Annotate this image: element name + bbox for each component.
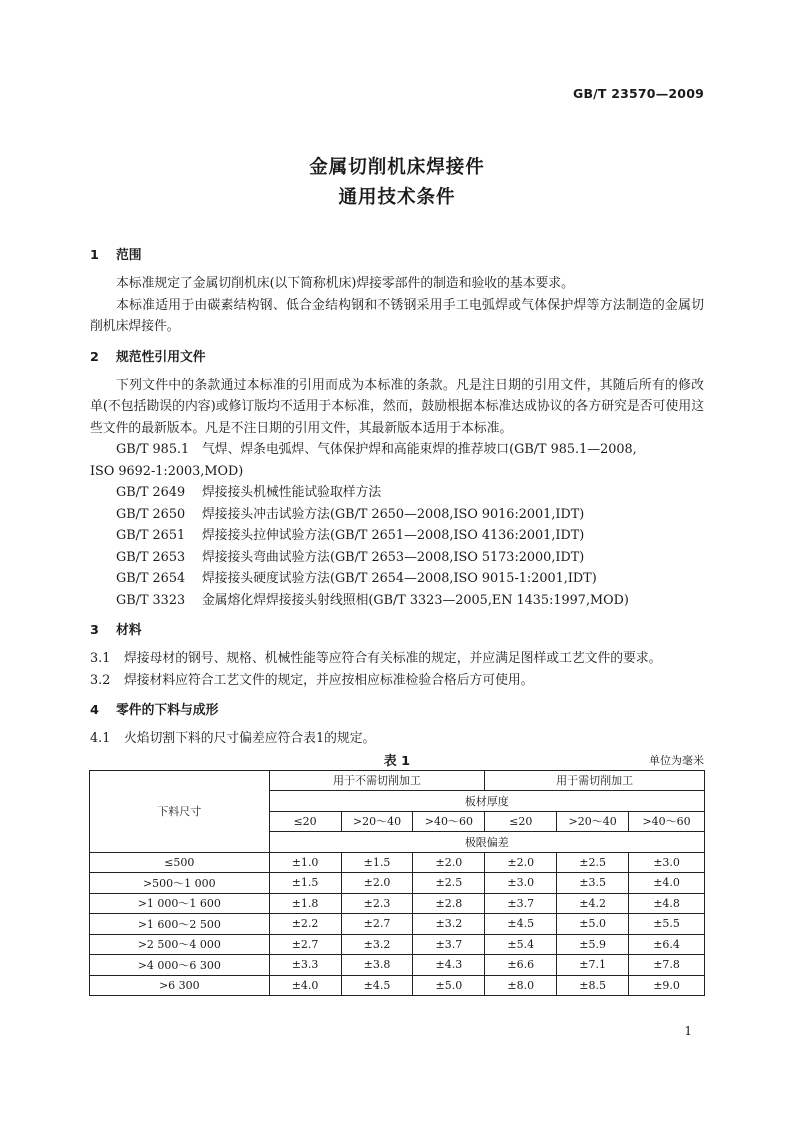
table-deviation-header: 极限偏差: [269, 832, 704, 853]
table-cell: ±3.7: [485, 893, 557, 914]
table-col-header: ≤20: [485, 811, 557, 832]
table-col-header: >40～60: [413, 811, 485, 832]
table-cell: ±4.5: [485, 914, 557, 935]
table-cell: ±3.7: [413, 934, 485, 955]
table-col-header: ≤20: [269, 811, 341, 832]
document-subtitle: 通用技术条件: [338, 187, 456, 208]
page-number: 1: [684, 1024, 692, 1038]
table-cell: ±5.5: [629, 914, 705, 935]
table-caption: 表 1: [383, 753, 411, 769]
table-cell: ±3.8: [341, 955, 413, 976]
paragraph: 本标准规定了金属切削机床(以下简称机床)焊接零部件的制造和验收的基本要求。: [116, 276, 574, 291]
clause: 4.1 火焰切割下料的尺寸偏差应符合表1的规定。: [90, 731, 376, 746]
table-cell: ±2.0: [341, 873, 413, 894]
reference-item: GB/T 985.1 气焊、焊条电弧焊、气体保护焊和高能束焊的推荐坡口(GB/T 985.1—2008,: [116, 442, 637, 457]
table-row: [90, 914, 705, 935]
table-cell: ±2.3: [341, 893, 413, 914]
table-cell: ±2.0: [485, 852, 557, 873]
table-cell: ±1.0: [269, 852, 341, 873]
table-cell: ±2.5: [413, 873, 485, 894]
table-group-header: 用于不需切削加工: [269, 770, 485, 791]
section-heading: 1 范围: [90, 248, 142, 263]
document-body: [90, 245, 704, 996]
reference-item: GB/T 2654 焊接接头硬度试验方法(GB/T 2654—2008,ISO 9015-1:2001,IDT): [116, 571, 597, 586]
table-thickness-header: 板材厚度: [269, 791, 704, 812]
table-cell: ±6.6: [485, 955, 557, 976]
table-row: [90, 975, 705, 996]
section-heading: 3 材料: [90, 623, 142, 638]
table-row: [90, 852, 705, 873]
table-cell: >500～1 000: [90, 873, 270, 894]
table-cell: ±5.9: [557, 934, 629, 955]
section-heading: 4 零件的下料与成形: [90, 703, 219, 718]
table-row: [90, 955, 705, 976]
document-title: 金属切削机床焊接件: [309, 157, 485, 178]
table-cell: ±4.3: [413, 955, 485, 976]
table-cell: ±5.4: [485, 934, 557, 955]
table-cell: ±1.5: [341, 852, 413, 873]
table-cell: >4 000～6 300: [90, 955, 270, 976]
table-cell: ±4.5: [341, 975, 413, 996]
table-row: [90, 873, 705, 894]
table-cell: ±8.0: [485, 975, 557, 996]
table-cell: ±7.1: [557, 955, 629, 976]
table-cell: ±2.7: [269, 934, 341, 955]
table-cell: ±2.5: [557, 852, 629, 873]
table-cell: >1 000～1 600: [90, 893, 270, 914]
table-cell: ≤500: [90, 852, 270, 873]
paragraph: 本标准适用于由碳素结构钢、低合金结构钢和不锈钢采用手工电弧焊或气体保护焊等方法制造的金属切削机床焊接件。: [90, 297, 704, 334]
reference-item: GB/T 2650 焊接接头冲击试验方法(GB/T 2650—2008,ISO 9016:2001,IDT): [116, 506, 585, 522]
table-cell: ±2.8: [413, 893, 485, 914]
table-cell: ±2.2: [269, 914, 341, 935]
table-unit: 单位为毫米: [649, 753, 704, 767]
table-row: [90, 934, 705, 955]
table-cell: ±3.3: [269, 955, 341, 976]
reference-item: GB/T 3323 金属熔化焊焊接接头射线照相(GB/T 3323—2005,EN 1435:1997,MOD): [116, 592, 629, 608]
deviation-table: [89, 770, 705, 997]
table-cell: ±3.0: [629, 852, 705, 873]
table-cell: ±3.5: [557, 873, 629, 894]
reference-item: GB/T 2653 焊接接头弯曲试验方法(GB/T 2653—2008,ISO 5173:2000,IDT): [116, 549, 585, 565]
table-cell: ±9.0: [629, 975, 705, 996]
table-cell: ±7.8: [629, 955, 705, 976]
table-cell: ±4.2: [557, 893, 629, 914]
clause: 3.2 焊接材料应符合工艺文件的规定，并应按相应标准检验合格后方可使用。: [90, 672, 534, 688]
table-cell: ±3.0: [485, 873, 557, 894]
table-cell: ±5.0: [557, 914, 629, 935]
clause: 3.1 焊接母材的钢号、规格、机械性能等应符合有关标准的规定，并应满足图样或工艺文件的要求。: [90, 651, 662, 666]
table-col-header: >20～40: [341, 811, 413, 832]
table-cell: ±1.5: [269, 873, 341, 894]
table-row: [90, 893, 705, 914]
table-cell: ±6.4: [629, 934, 705, 955]
table-col-header: >40～60: [629, 811, 705, 832]
table-row-header: 下料尺寸: [90, 770, 270, 852]
reference-item-continued: ISO 9692-1:2003,MOD): [90, 463, 244, 479]
section-heading: 2 规范性引用文件: [90, 349, 206, 365]
paragraph: 下列文件中的条款通过本标准的引用而成为本标准的条款。凡是注日期的引用文件，其随后所有的修改单(不包括勘误的内容)或修订版均不适用于本标准，然而，鼓励根据本标准达成协议的各方研究是否可使用这些文件的最新版本。凡是不注日期的引用文件，其最新版本适用于本标准。: [90, 377, 704, 436]
table-cell: ±2.7: [341, 914, 413, 935]
table-cell: ±2.0: [413, 852, 485, 873]
table-cell: >2 500～4 000: [90, 934, 270, 955]
table-cell: >1 600～2 500: [90, 914, 270, 935]
standard-code: GB/T 23570—2009: [572, 86, 704, 101]
table-cell: ±8.5: [557, 975, 629, 996]
table-cell: ±3.2: [413, 914, 485, 935]
table-cell: ±4.0: [269, 975, 341, 996]
table-cell: ±4.8: [629, 893, 705, 914]
table-col-header: >20～40: [557, 811, 629, 832]
table-cell: >6 300: [90, 975, 270, 996]
reference-item: GB/T 2651 焊接接头拉伸试验方法(GB/T 2651—2008,ISO 4136:2001,IDT): [116, 528, 585, 543]
table-cell: ±1.8: [269, 893, 341, 914]
table-group-header: 用于需切削加工: [485, 770, 705, 791]
table-cell: ±4.0: [629, 873, 705, 894]
reference-item: GB/T 2649 焊接接头机械性能试验取样方法: [116, 485, 382, 500]
table-cell: ±5.0: [413, 975, 485, 996]
table-cell: ±3.2: [341, 934, 413, 955]
